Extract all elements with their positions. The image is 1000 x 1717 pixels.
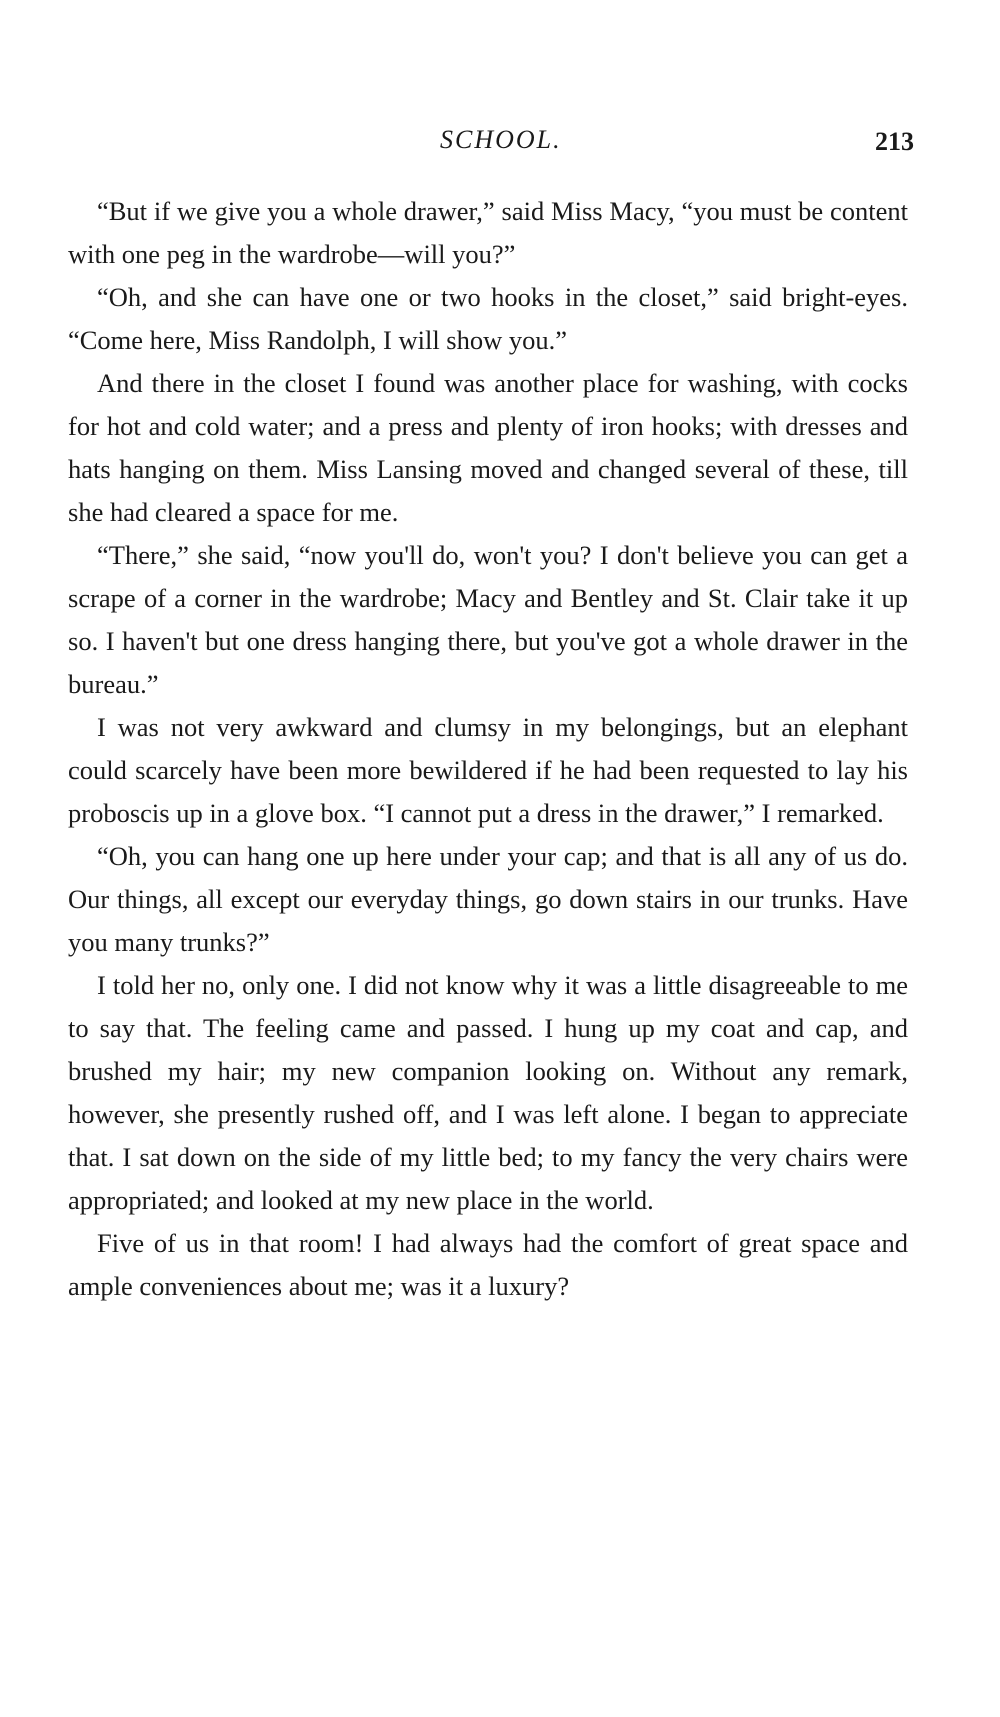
paragraph: And there in the closet I found was another place for washing, with cocks for hot and cold water; and a press and plenty of iron hooks; with dresses and hats hanging on them. Miss Lansing moved and changed several of these, till she had cleared a space for me. [68, 368, 908, 527]
paragraph: “But if we give you a whole drawer,” said Miss Macy, “you must be content with one peg in the wardrobe—will you?” [68, 196, 908, 269]
paragraph: “Oh, and she can have one or two hooks in the closet,” said bright-eyes. “Come here, Miss Randolph, I will show you.” [68, 282, 908, 355]
paragraph: I told her no, only one. I did not know why it was a little disagreeable to me to say that. The feeling came and passed. I hung up my coat and cap, and brushed my hair; my new companion looking on. Without any remark, however, she presently rushed off, and I was left alone. I began to appreciate that. I sat down on the side of my little bed; to my fancy the very chairs were appropriated; and looked at my new place in the world. [68, 970, 908, 1215]
paragraph: Five of us in that room! I had always had the comfort of great space and ample conveniences about me; was it a luxury? [68, 1228, 908, 1301]
running-head [0, 125, 1000, 165]
page-number: 213 [875, 127, 914, 156]
paragraph: “Oh, you can hang one up here under your cap; and that is all any of us do. Our things, all except our everyday things, go down stairs in our trunks. Have you many trunks?” [68, 841, 908, 957]
chapter-title: SCHOOL. [440, 125, 562, 154]
paragraph: I was not very awkward and clumsy in my belongings, but an elephant could scarcely have been more bewildered if he had been requested to lay his proboscis up in a glove box. “I cannot put a dress in the drawer,” I remarked. [68, 712, 908, 828]
body-text [68, 190, 908, 1308]
paragraph: “There,” she said, “now you'll do, won't you? I don't believe you can get a scrape of a corner in the wardrobe; Macy and Bentley and St. Clair take it up so. I haven't but one dress hanging there, but you've got a whole drawer in the bureau.” [68, 540, 908, 699]
